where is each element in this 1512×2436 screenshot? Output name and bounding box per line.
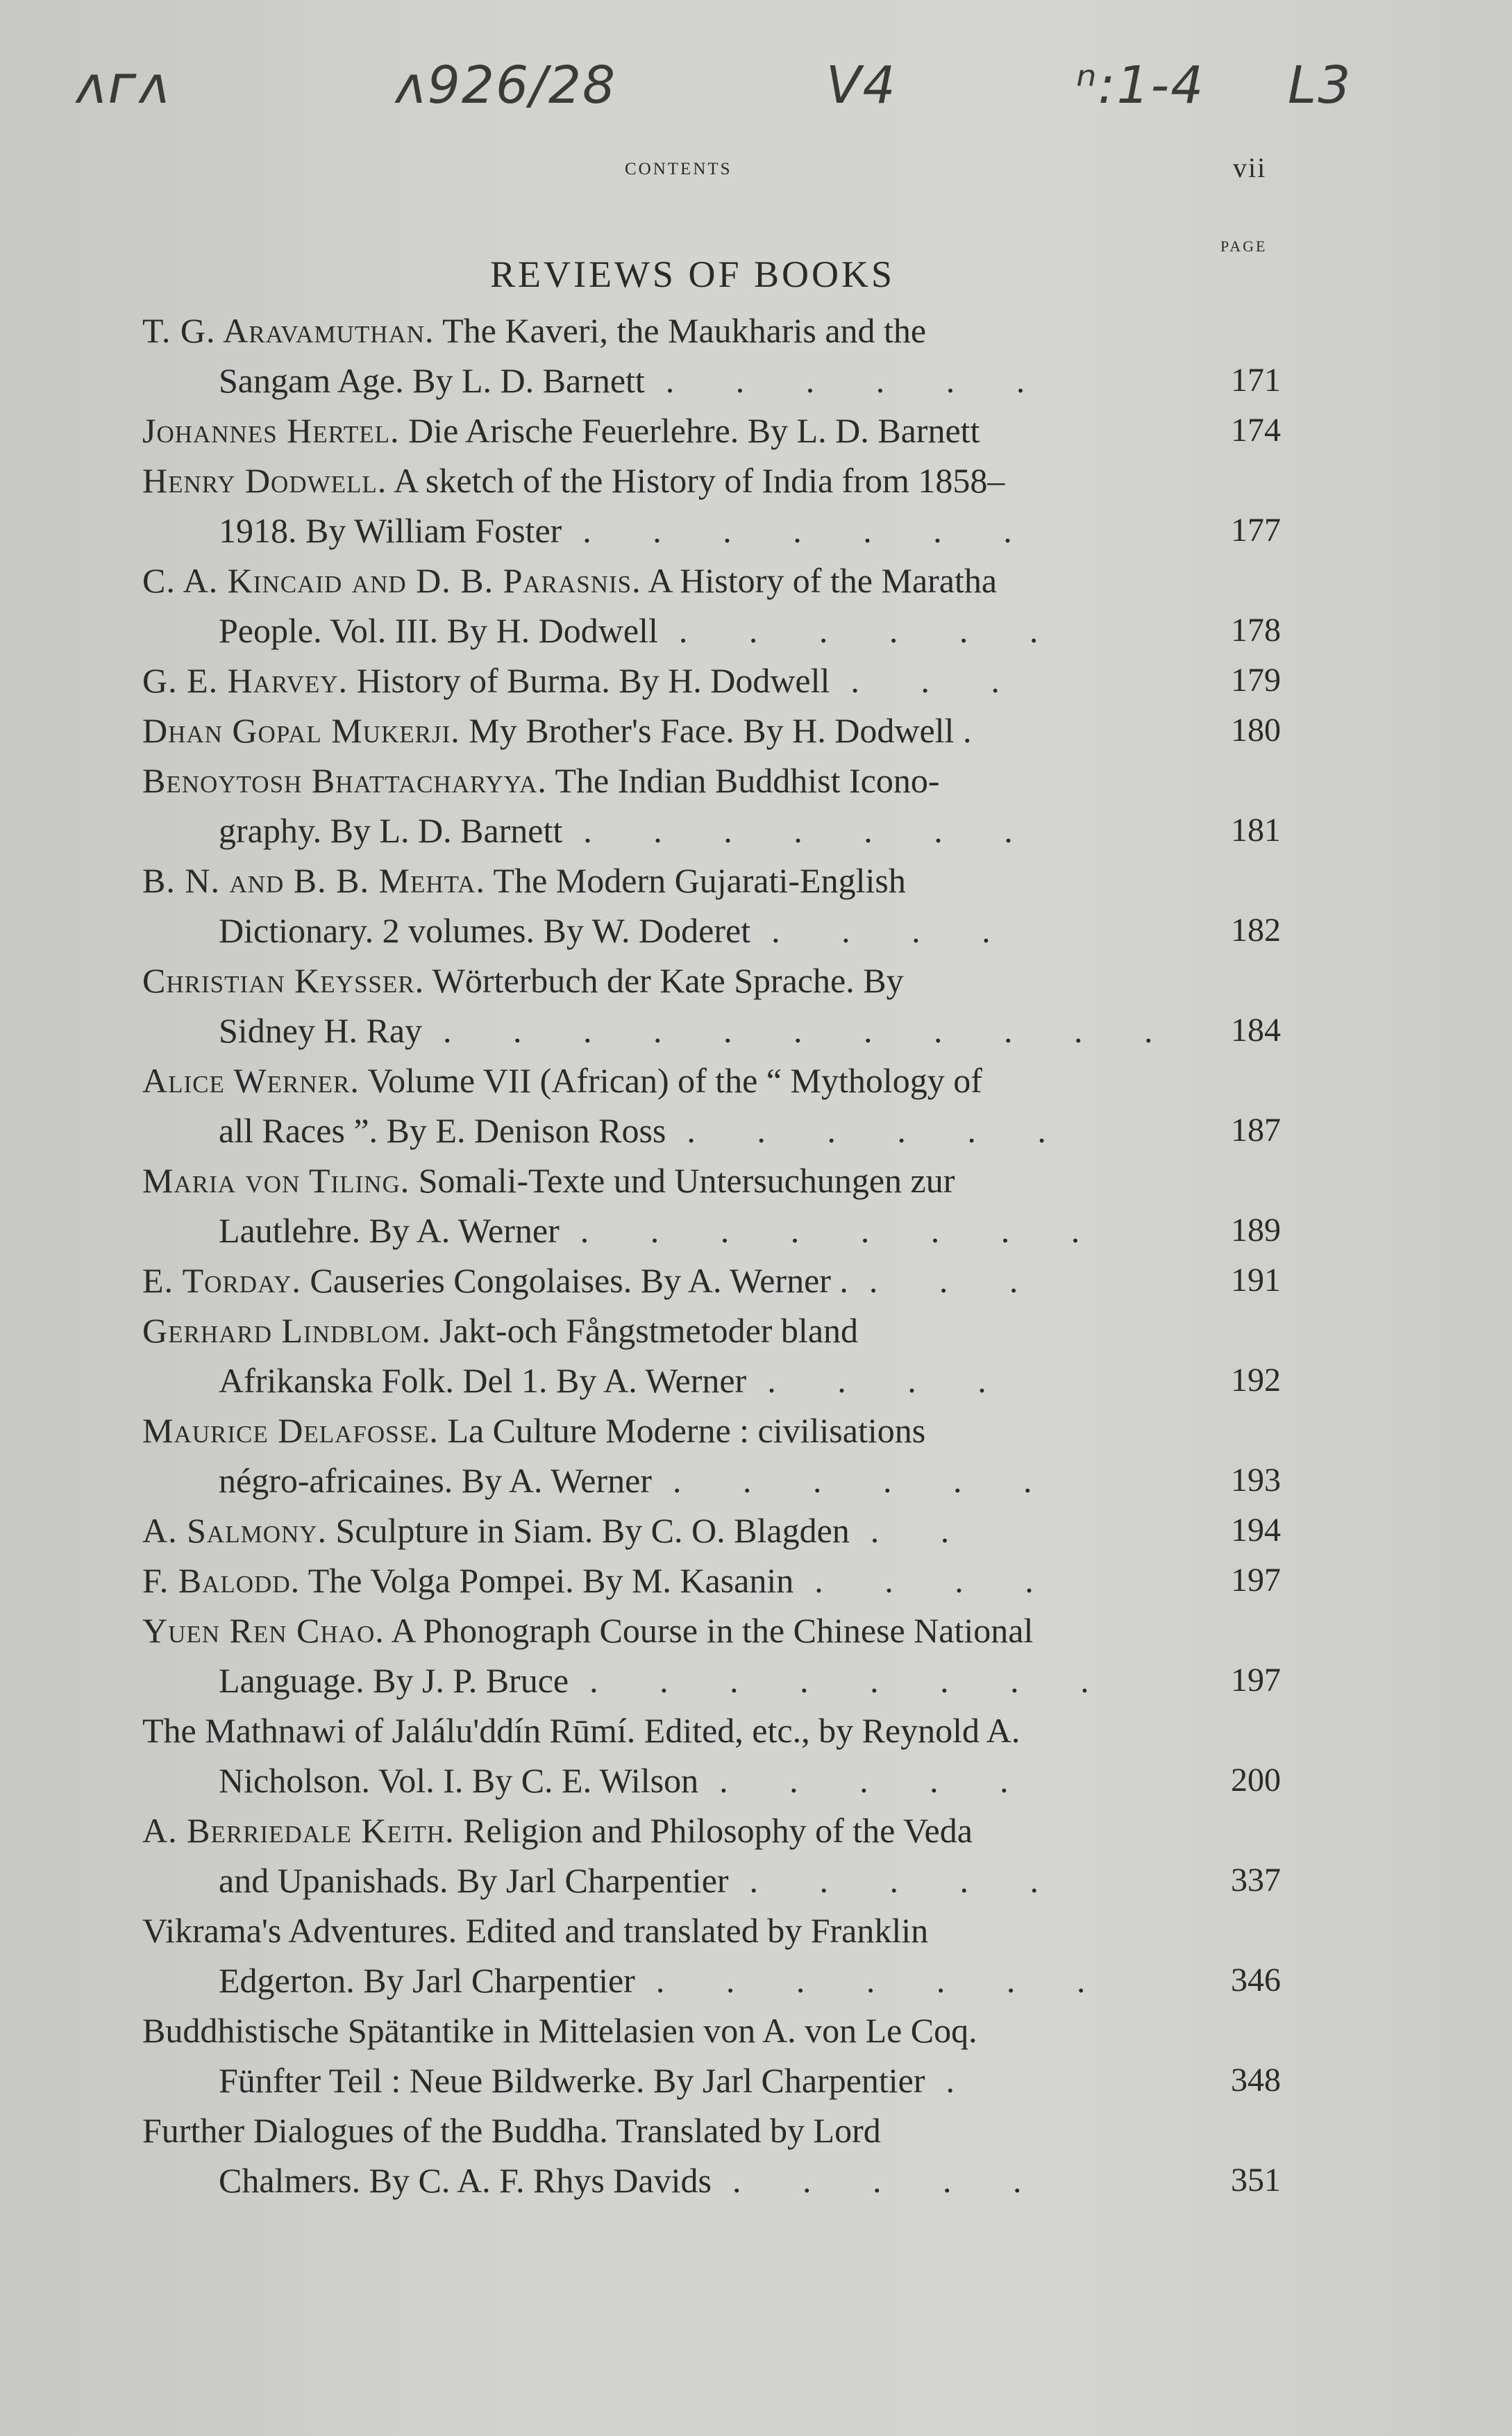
page-folio: vii: [1233, 152, 1267, 183]
contents-entry: [142, 1905, 1295, 2005]
entry-author: G. E. Harvey.: [142, 661, 348, 700]
entry-line: [142, 1106, 1295, 1156]
handwritten-shelf-mark: [0, 56, 1512, 146]
entry-title: Religion and Philosophy of the Veda: [454, 1811, 973, 1850]
entry-line: [142, 656, 1295, 706]
entry-title-continued: Edgerton. By Jarl Charpentier: [219, 1961, 635, 2000]
leader-dots: . . . . . . .: [582, 511, 1039, 550]
entry-line: [142, 606, 1295, 656]
entry-title: Sculpture in Siam. By C. O. Blagden: [327, 1511, 850, 1550]
leader-dots: . . . . .: [719, 1761, 1035, 1800]
leader-dots: . . . . . . . .: [589, 1661, 1116, 1700]
leader-dots: . . . . .: [749, 1861, 1066, 1900]
contents-entry: [142, 756, 1295, 856]
entry-page-number: 180: [1231, 712, 1281, 749]
entry-line: [142, 456, 1295, 506]
running-head: [0, 151, 1512, 193]
leader-dots: . . . . . .: [678, 611, 1065, 650]
entry-line: [142, 856, 1295, 906]
entry-line: [142, 1955, 1295, 2005]
entry-line: [142, 906, 1295, 956]
contents-entry: [142, 956, 1295, 1056]
entry-title: The Indian Buddhist Icono-: [546, 761, 940, 800]
leader-dots: . . . . . . . . . . .: [443, 1011, 1179, 1050]
contents-entry: [142, 406, 1295, 456]
entry-title-continued: Chalmers. By C. A. F. Rhys Davids: [219, 2161, 712, 2200]
entry-page-number: 191: [1231, 1262, 1281, 1299]
entry-line: [142, 2055, 1295, 2105]
entry-author: F. Balodd.: [142, 1561, 301, 1600]
entry-page-number: 184: [1231, 1012, 1281, 1049]
contents-entry: [142, 456, 1295, 556]
entry-title-continued: Lautlehre. By A. Werner: [219, 1211, 560, 1250]
contents-entry: [142, 1805, 1295, 1905]
entry-title-continued: all Races ”. By E. Denison Ross: [219, 1111, 666, 1150]
handwritten-note: L3: [1288, 56, 1352, 115]
entry-page-number: 179: [1231, 662, 1281, 699]
entry-author: A. Salmony.: [142, 1511, 328, 1550]
entry-author: B. N. and B. B. Mehta.: [142, 861, 485, 900]
entry-page-number: 348: [1231, 2062, 1281, 2099]
entry-line: [142, 506, 1295, 556]
contents-entry: [142, 706, 1295, 756]
entry-author: Christian Keysser.: [142, 961, 425, 1000]
entry-line: [142, 2105, 1295, 2155]
entry-page-number: 193: [1231, 1462, 1281, 1499]
contents-entry: [142, 306, 1295, 406]
entry-line: [142, 1655, 1295, 1705]
entry-title: A Phonograph Course in the Chinese National: [384, 1611, 1034, 1650]
entry-title: Causeries Congolaises. By A. Werner .: [301, 1261, 848, 1300]
entry-line: [142, 556, 1295, 606]
entry-line: [142, 806, 1295, 856]
entry-author: C. A. Kincaid and D. B. Parasnis.: [142, 561, 641, 600]
entry-author: T. G. Aravamuthan.: [142, 311, 435, 350]
entry-line: [142, 1405, 1295, 1455]
leader-dots: . . . . . .: [665, 361, 1052, 400]
entry-page-number: 197: [1231, 1662, 1281, 1699]
entry-title: A sketch of the History of India from 1858–: [387, 461, 1005, 500]
handwritten-note: V4: [826, 56, 897, 115]
entry-line: [142, 1156, 1295, 1206]
entry-line: [142, 1455, 1295, 1505]
entry-line: [142, 1705, 1295, 1755]
entry-title-continued: and Upanishads. By Jarl Charpentier: [219, 1861, 729, 1900]
entry-line: [142, 956, 1295, 1006]
entry-line: [142, 1006, 1295, 1056]
entry-line: [142, 2005, 1295, 2055]
entry-title-continued: Sangam Age. By L. D. Barnett: [219, 361, 645, 400]
entry-title: The Volga Pompei. By M. Kasanin: [300, 1561, 794, 1600]
entry-line: [142, 1305, 1295, 1355]
entry-author: Johannes Hertel.: [142, 411, 400, 450]
leader-dots: . . . . .: [732, 2161, 1048, 2200]
contents-entry: [142, 1056, 1295, 1156]
entry-author: Gerhard Lindblom.: [142, 1311, 431, 1350]
entry-title-continued: graphy. By L. D. Barnett: [219, 811, 563, 850]
entry-title: The Modern Gujarati-English: [485, 861, 906, 900]
entry-page-number: 177: [1231, 512, 1281, 549]
contents-entry: [142, 1605, 1295, 1705]
entry-title: The Kaveri, the Maukharis and the: [434, 311, 927, 350]
section-title: REVIEWS OF BOOKS: [490, 253, 896, 295]
leader-dots: . . .: [850, 661, 1026, 700]
entry-line: [142, 306, 1295, 356]
entry-page-number: 178: [1231, 612, 1281, 649]
leader-dots: . . .: [868, 1261, 1045, 1300]
contents-entry: [142, 1156, 1295, 1255]
entry-line: [142, 1056, 1295, 1106]
entry-page-number: 337: [1231, 1862, 1281, 1899]
entry-line: [142, 1605, 1295, 1655]
leader-dots: .: [946, 2061, 982, 2100]
contents-entry: [142, 1555, 1295, 1605]
entry-page-number: 346: [1231, 1962, 1281, 1999]
entry-title: Die Arische Feuerlehre. By L. D. Barnett: [399, 411, 980, 450]
entry-line: [142, 1505, 1295, 1555]
contents-entry: [142, 2005, 1295, 2105]
contents-entry: [142, 1705, 1295, 1805]
entry-line: [142, 356, 1295, 406]
handwritten-note: ⁿ:1-4: [1076, 56, 1205, 115]
entry-line: [142, 1255, 1295, 1305]
entry-author: Dhan Gopal Mukerji.: [142, 711, 460, 750]
entry-page-number: 187: [1231, 1112, 1281, 1149]
entry-page-number: 182: [1231, 912, 1281, 949]
leader-dots: . . . . . .: [687, 1111, 1073, 1150]
entry-author: Henry Dodwell.: [142, 461, 387, 500]
entry-title: History of Burma. By H. Dodwell: [348, 661, 830, 700]
leader-dots: . .: [870, 1511, 976, 1550]
entry-title-continued: Fünfter Teil : Neue Bildwerke. By Jarl Charpentier: [219, 2061, 925, 2100]
entry-title: My Brother's Face. By H. Dodwell .: [460, 711, 972, 750]
leader-dots: . . . . . .: [672, 1461, 1059, 1500]
entry-title-continued: 1918. By William Foster: [219, 511, 562, 550]
contents-entry: [142, 1305, 1295, 1405]
entry-author: Alice Werner.: [142, 1061, 360, 1100]
entry-author: Maurice Delafosse.: [142, 1411, 439, 1450]
entry-line: [142, 2155, 1295, 2205]
entry-line: [142, 1355, 1295, 1405]
handwritten-note: ᴧᴦᴧ: [76, 56, 171, 115]
entry-title: Somali-Texte und Untersuchungen zur: [410, 1161, 955, 1200]
entry-title: Buddhistische Spätantike in Mittelasien von A. von Le Coq.: [142, 2011, 977, 2050]
entry-author: A. Berriedale Keith.: [142, 1811, 455, 1850]
entry-title: A History of the Maratha: [641, 561, 998, 600]
entry-page-number: 174: [1231, 412, 1281, 449]
running-head-title: contents: [625, 152, 732, 180]
entry-title: La Culture Moderne : civilisations: [438, 1411, 926, 1450]
entry-page-number: 197: [1231, 1562, 1281, 1599]
entry-title: Volume VII (African) of the “ Mythology of: [359, 1061, 982, 1100]
contents-entry: [142, 1255, 1295, 1305]
contents-entry: [142, 1405, 1295, 1505]
leader-dots: . . . . . . . .: [580, 1211, 1107, 1250]
entry-title-continued: Dictionary. 2 volumes. By W. Doderet: [219, 911, 751, 950]
handwritten-note: ᴧ926/28: [396, 56, 617, 115]
entry-line: [142, 406, 1295, 456]
entry-title-continued: négro-africaines. By A. Werner: [219, 1461, 652, 1500]
contents-entry: [142, 1505, 1295, 1555]
entry-title: Jakt-och Fångstmetoder bland: [430, 1311, 859, 1350]
entry-line: [142, 1755, 1295, 1805]
entry-line: [142, 1555, 1295, 1605]
entry-title-continued: People. Vol. III. By H. Dodwell: [219, 611, 658, 650]
entry-author: E. Torday.: [142, 1261, 301, 1300]
entry-title-continued: Afrikanska Folk. Del 1. By A. Werner: [219, 1361, 747, 1400]
leader-dots: . . . .: [814, 1561, 1060, 1600]
leader-dots: . . . . . . .: [655, 1961, 1112, 2000]
entry-line: [142, 706, 1295, 756]
entry-page-number: 200: [1231, 1762, 1281, 1799]
contents-list: [142, 306, 1295, 2205]
entry-page-number: 194: [1231, 1512, 1281, 1549]
entry-page-number: 351: [1231, 2162, 1281, 2199]
entry-title-continued: Language. By J. P. Bruce: [219, 1661, 569, 1700]
entry-title: Vikrama's Adventures. Edited and translated by Franklin: [142, 1911, 929, 1950]
entry-page-number: 192: [1231, 1362, 1281, 1399]
entry-author: Yuen Ren Chao.: [142, 1611, 385, 1650]
entry-title: Wörterbuch der Kate Sprache. By: [424, 961, 904, 1000]
entry-page-number: 189: [1231, 1212, 1281, 1249]
entry-line: [142, 1805, 1295, 1855]
entry-author: Maria von Tiling.: [142, 1161, 410, 1200]
entry-title-continued: Sidney H. Ray: [219, 1011, 423, 1050]
entry-title: Further Dialogues of the Buddha. Translated by Lord: [142, 2111, 881, 2150]
entry-page-number: 181: [1231, 812, 1281, 849]
leader-dots: . . . .: [767, 1361, 1013, 1400]
leader-dots: . . . .: [771, 911, 1017, 950]
entry-line: [142, 1855, 1295, 1905]
page-column-label: PAGE: [1220, 237, 1268, 255]
entry-line: [142, 1206, 1295, 1255]
contents-entry: [142, 656, 1295, 706]
entry-line: [142, 756, 1295, 806]
entry-title: The Mathnawi of Jalálu'ddín Rūmí. Edited, etc., by Reynold A.: [142, 1711, 1020, 1750]
contents-entry: [142, 856, 1295, 956]
leader-dots: . . . . . . .: [583, 811, 1039, 850]
entry-author: Benoytosh Bhattacharyya.: [142, 761, 547, 800]
entry-page-number: 171: [1231, 362, 1281, 399]
contents-entry: [142, 556, 1295, 656]
entry-line: [142, 1905, 1295, 1955]
entry-title-continued: Nicholson. Vol. I. By C. E. Wilson: [219, 1761, 699, 1800]
contents-entry: [142, 2105, 1295, 2205]
